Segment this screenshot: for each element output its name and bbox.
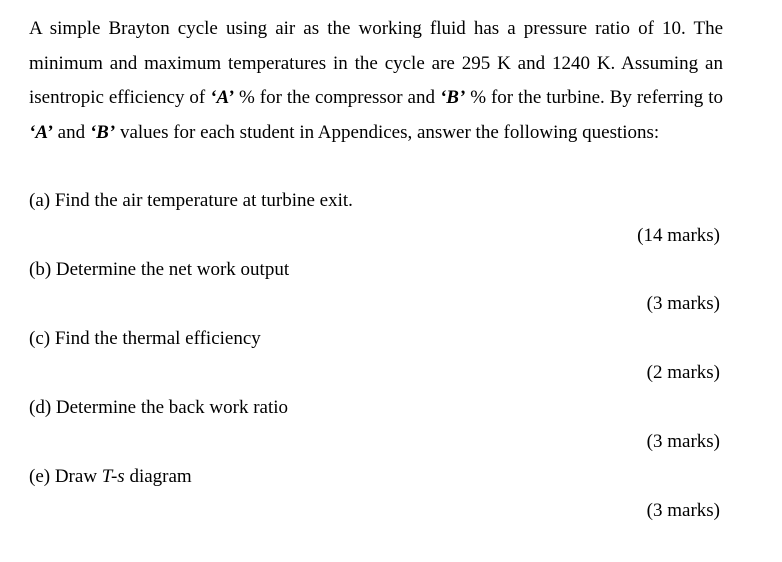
problem-statement [29,12,723,150]
marks-e: (3 marks) [646,500,720,521]
variable-a-ref: ‘A’ [29,121,53,143]
question-e-prefix: (e) Draw [29,466,102,487]
marks-b: (3 marks) [646,293,720,314]
question-a: (a) Find the air temperature at turbine exit. [29,190,353,211]
intro-text-5: values for each student in Appendices, answer the following questions: [115,121,660,143]
question-d: (d) Determine the back work ratio [29,397,289,418]
variable-a: ‘A’ [210,87,235,109]
intro-text-2: % for the compressor and [234,87,440,109]
intro-text-3: % for the turbine. By referring to [465,87,723,109]
question-e-italic: T-s [101,466,125,487]
variable-b-ref: ‘B’ [89,121,116,143]
question-b: (b) Determine the net work output [29,259,290,280]
marks-d: (3 marks) [646,431,720,452]
intro-text-1: A simple Brayton cycle using air as the working fluid has a pressure ratio of 10. The minimum and maximum temperatures in the cycle are 295 K and 1240 K. Assuming an isentropic efficiency of [29,18,723,109]
question-e-suffix: diagram [124,466,192,487]
marks-a: (14 marks) [637,225,720,246]
marks-c: (2 marks) [646,362,720,383]
question-c: (c) Find the thermal efficiency [29,328,261,349]
question-e [29,465,192,489]
intro-text-4: and [52,121,90,143]
variable-b: ‘B’ [439,87,466,109]
